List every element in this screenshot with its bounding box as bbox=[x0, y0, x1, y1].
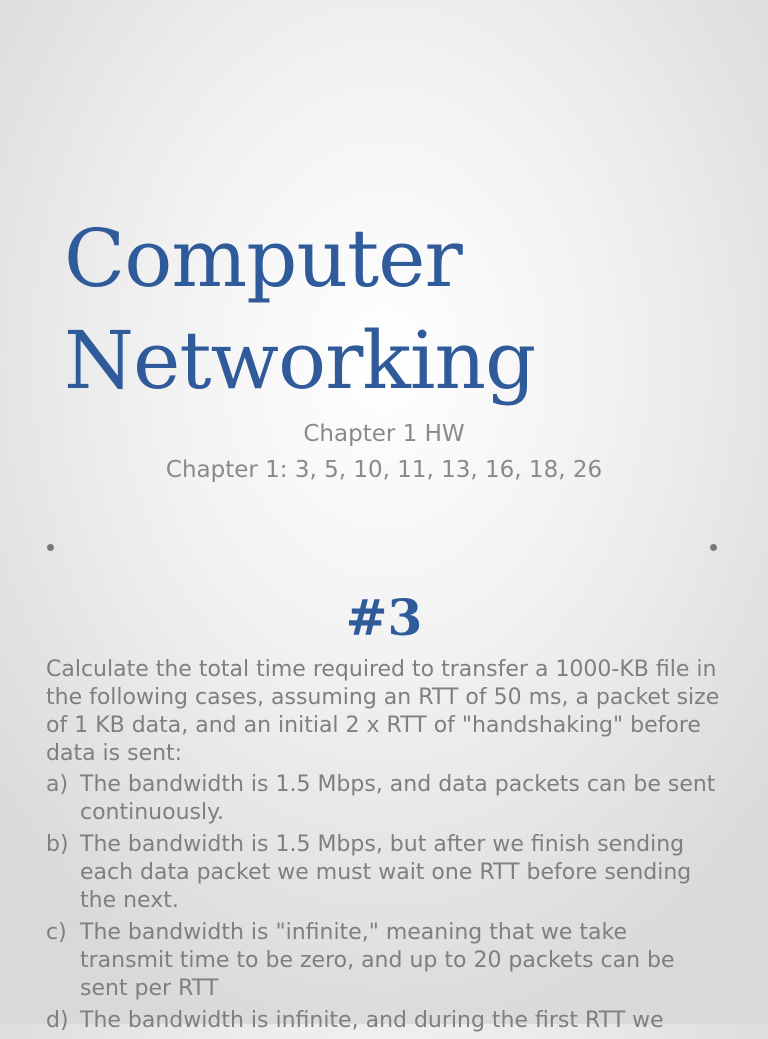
subtitle-chapter: Chapter 1 HW bbox=[303, 421, 465, 447]
subtitle-problems: Chapter 1: 3, 5, 10, 11, 13, 16, 18, 26 bbox=[165, 457, 603, 483]
problem-heading: #3 bbox=[345, 588, 423, 647]
item-text: The bandwidth is 1.5 Mbps, but after we finish sending each data packet we must wait one RTT before sending the next. bbox=[80, 832, 692, 913]
bullet-dot-left bbox=[47, 544, 54, 551]
problem-intro: Calculate the total time required to transfer a 1000-KB file in the following cases, assuming an RTT of 50 ms, a packet size of 1 KB data, and an initial 2 x RTT of "handshaking" before data is sent: bbox=[46, 657, 720, 766]
bullet-dot-right bbox=[710, 544, 717, 551]
list-item bbox=[46, 1007, 726, 1035]
list-item bbox=[46, 831, 726, 915]
item-marker: c) bbox=[46, 920, 67, 945]
item-marker: b) bbox=[46, 832, 69, 857]
item-marker: a) bbox=[46, 772, 69, 797]
title-line-2: Networking bbox=[64, 314, 536, 407]
slide-title bbox=[64, 208, 714, 412]
item-text: The bandwidth is 1.5 Mbps, and data packets can be sent continuously. bbox=[80, 772, 716, 825]
list-item bbox=[46, 919, 726, 1003]
item-text: The bandwidth is infinite, and during the first RTT we bbox=[80, 1008, 664, 1033]
list-item bbox=[46, 771, 726, 827]
item-text: The bandwidth is "infinite," meaning that we take transmit time to be zero, and up to 20 packets can be sent per RTT bbox=[80, 920, 675, 1001]
item-marker: d) bbox=[46, 1008, 69, 1033]
question-list bbox=[46, 771, 726, 1039]
title-line-1: Computer bbox=[64, 212, 462, 305]
